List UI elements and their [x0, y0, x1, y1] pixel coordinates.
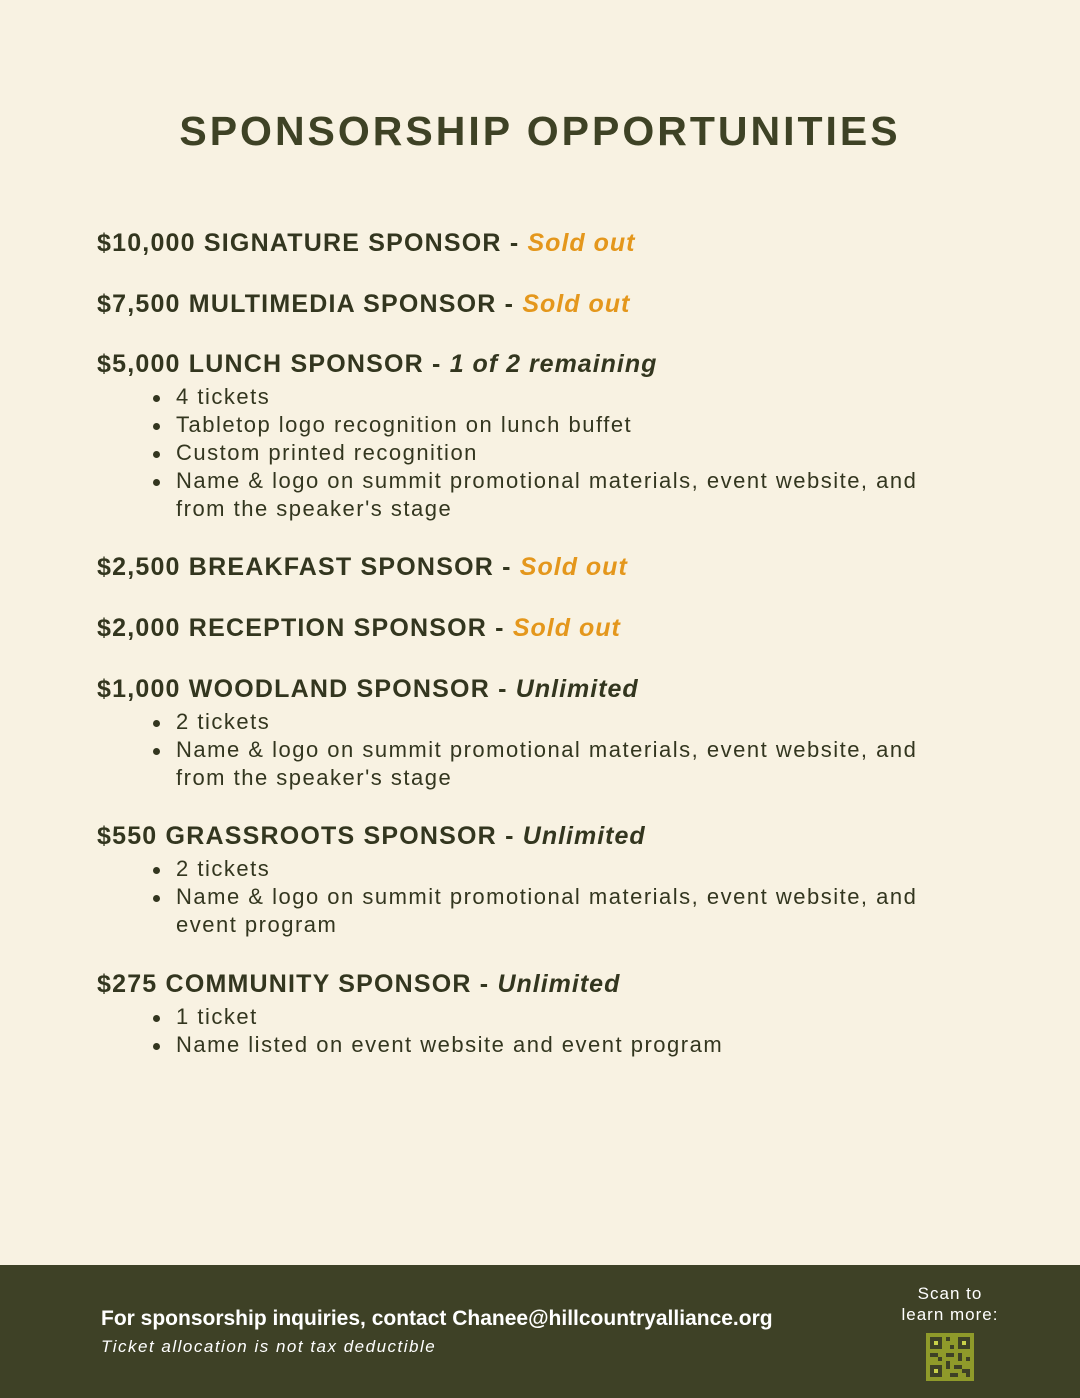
benefit-item: Name listed on event website and event program	[151, 1031, 971, 1059]
benefit-item: 1 ticket	[151, 1003, 971, 1031]
benefit-item: Name & logo on summit promotional materials, event website, and from the speaker's stage	[151, 736, 971, 792]
tier-multimedia	[97, 289, 997, 319]
tier-status: 1 of 2 remaining	[449, 350, 658, 378]
tier-signature	[97, 228, 997, 258]
tier-name: $7,500 MULTIMEDIA SPONSOR	[97, 290, 497, 318]
benefit-item: 2 tickets	[151, 708, 971, 736]
tier-status: Sold out	[522, 290, 631, 318]
tier-status: Unlimited	[522, 822, 646, 850]
tier-separator: -	[496, 822, 523, 850]
tier-woodland	[97, 674, 997, 792]
scan-prompt	[880, 1283, 1020, 1325]
tier-separator: -	[423, 350, 450, 378]
benefit-item: 2 tickets	[151, 855, 971, 883]
benefit-list	[151, 383, 997, 523]
tier-separator: -	[489, 675, 516, 703]
scan-line-1: Scan to	[917, 1284, 983, 1303]
benefit-list	[151, 708, 997, 792]
tier-separator: -	[471, 970, 498, 998]
tier-lunch	[97, 349, 997, 523]
tier-name: $2,000 RECEPTION SPONSOR	[97, 614, 488, 642]
tier-heading	[97, 552, 997, 582]
tier-heading	[97, 289, 997, 319]
footer-bar	[0, 1265, 1080, 1398]
tier-name: $10,000 SIGNATURE SPONSOR	[97, 229, 502, 257]
tier-breakfast	[97, 552, 997, 582]
tier-status: Unlimited	[497, 970, 621, 998]
scan-line-2: learn more:	[901, 1305, 999, 1324]
benefit-item: Name & logo on summit promotional materials, event website, and event program	[151, 883, 971, 939]
benefit-item: Name & logo on summit promotional materials, event website, and from the speaker's stage	[151, 467, 971, 523]
tier-name: $2,500 BREAKFAST SPONSOR	[97, 553, 494, 581]
benefit-item: 4 tickets	[151, 383, 971, 411]
tier-status: Sold out	[519, 553, 628, 581]
tier-heading	[97, 228, 997, 258]
tier-name: $550 GRASSROOTS SPONSOR	[97, 822, 497, 850]
tier-heading	[97, 674, 997, 704]
contact-line: For sponsorship inquiries, contact Chanee@hillcountryalliance.org	[101, 1307, 773, 1330]
tier-reception	[97, 613, 997, 643]
tier-status: Sold out	[527, 229, 636, 257]
tier-status: Sold out	[512, 614, 621, 642]
tier-separator: -	[501, 229, 528, 257]
tier-heading	[97, 821, 997, 851]
page-title: SPONSORSHIP OPPORTUNITIES	[179, 108, 901, 154]
tier-name: $5,000 LUNCH SPONSOR	[97, 350, 424, 378]
tier-heading	[97, 613, 997, 643]
tier-status: Unlimited	[515, 675, 639, 703]
tier-community	[97, 969, 997, 1059]
tier-grassroots	[97, 821, 997, 939]
tier-heading	[97, 969, 997, 999]
tier-separator: -	[496, 290, 523, 318]
tier-heading	[97, 349, 997, 379]
benefit-item: Tabletop logo recognition on lunch buffet	[151, 411, 971, 439]
tax-note: Ticket allocation is not tax deductible	[101, 1337, 437, 1356]
qr-code-icon[interactable]	[926, 1333, 974, 1381]
benefit-item: Custom printed recognition	[151, 439, 971, 467]
tier-separator: -	[493, 553, 520, 581]
benefit-list	[151, 1003, 997, 1059]
tier-separator: -	[487, 614, 513, 642]
benefit-list	[151, 855, 997, 939]
tier-name: $275 COMMUNITY SPONSOR	[97, 970, 472, 998]
tier-name: $1,000 WOODLAND SPONSOR	[97, 675, 490, 703]
